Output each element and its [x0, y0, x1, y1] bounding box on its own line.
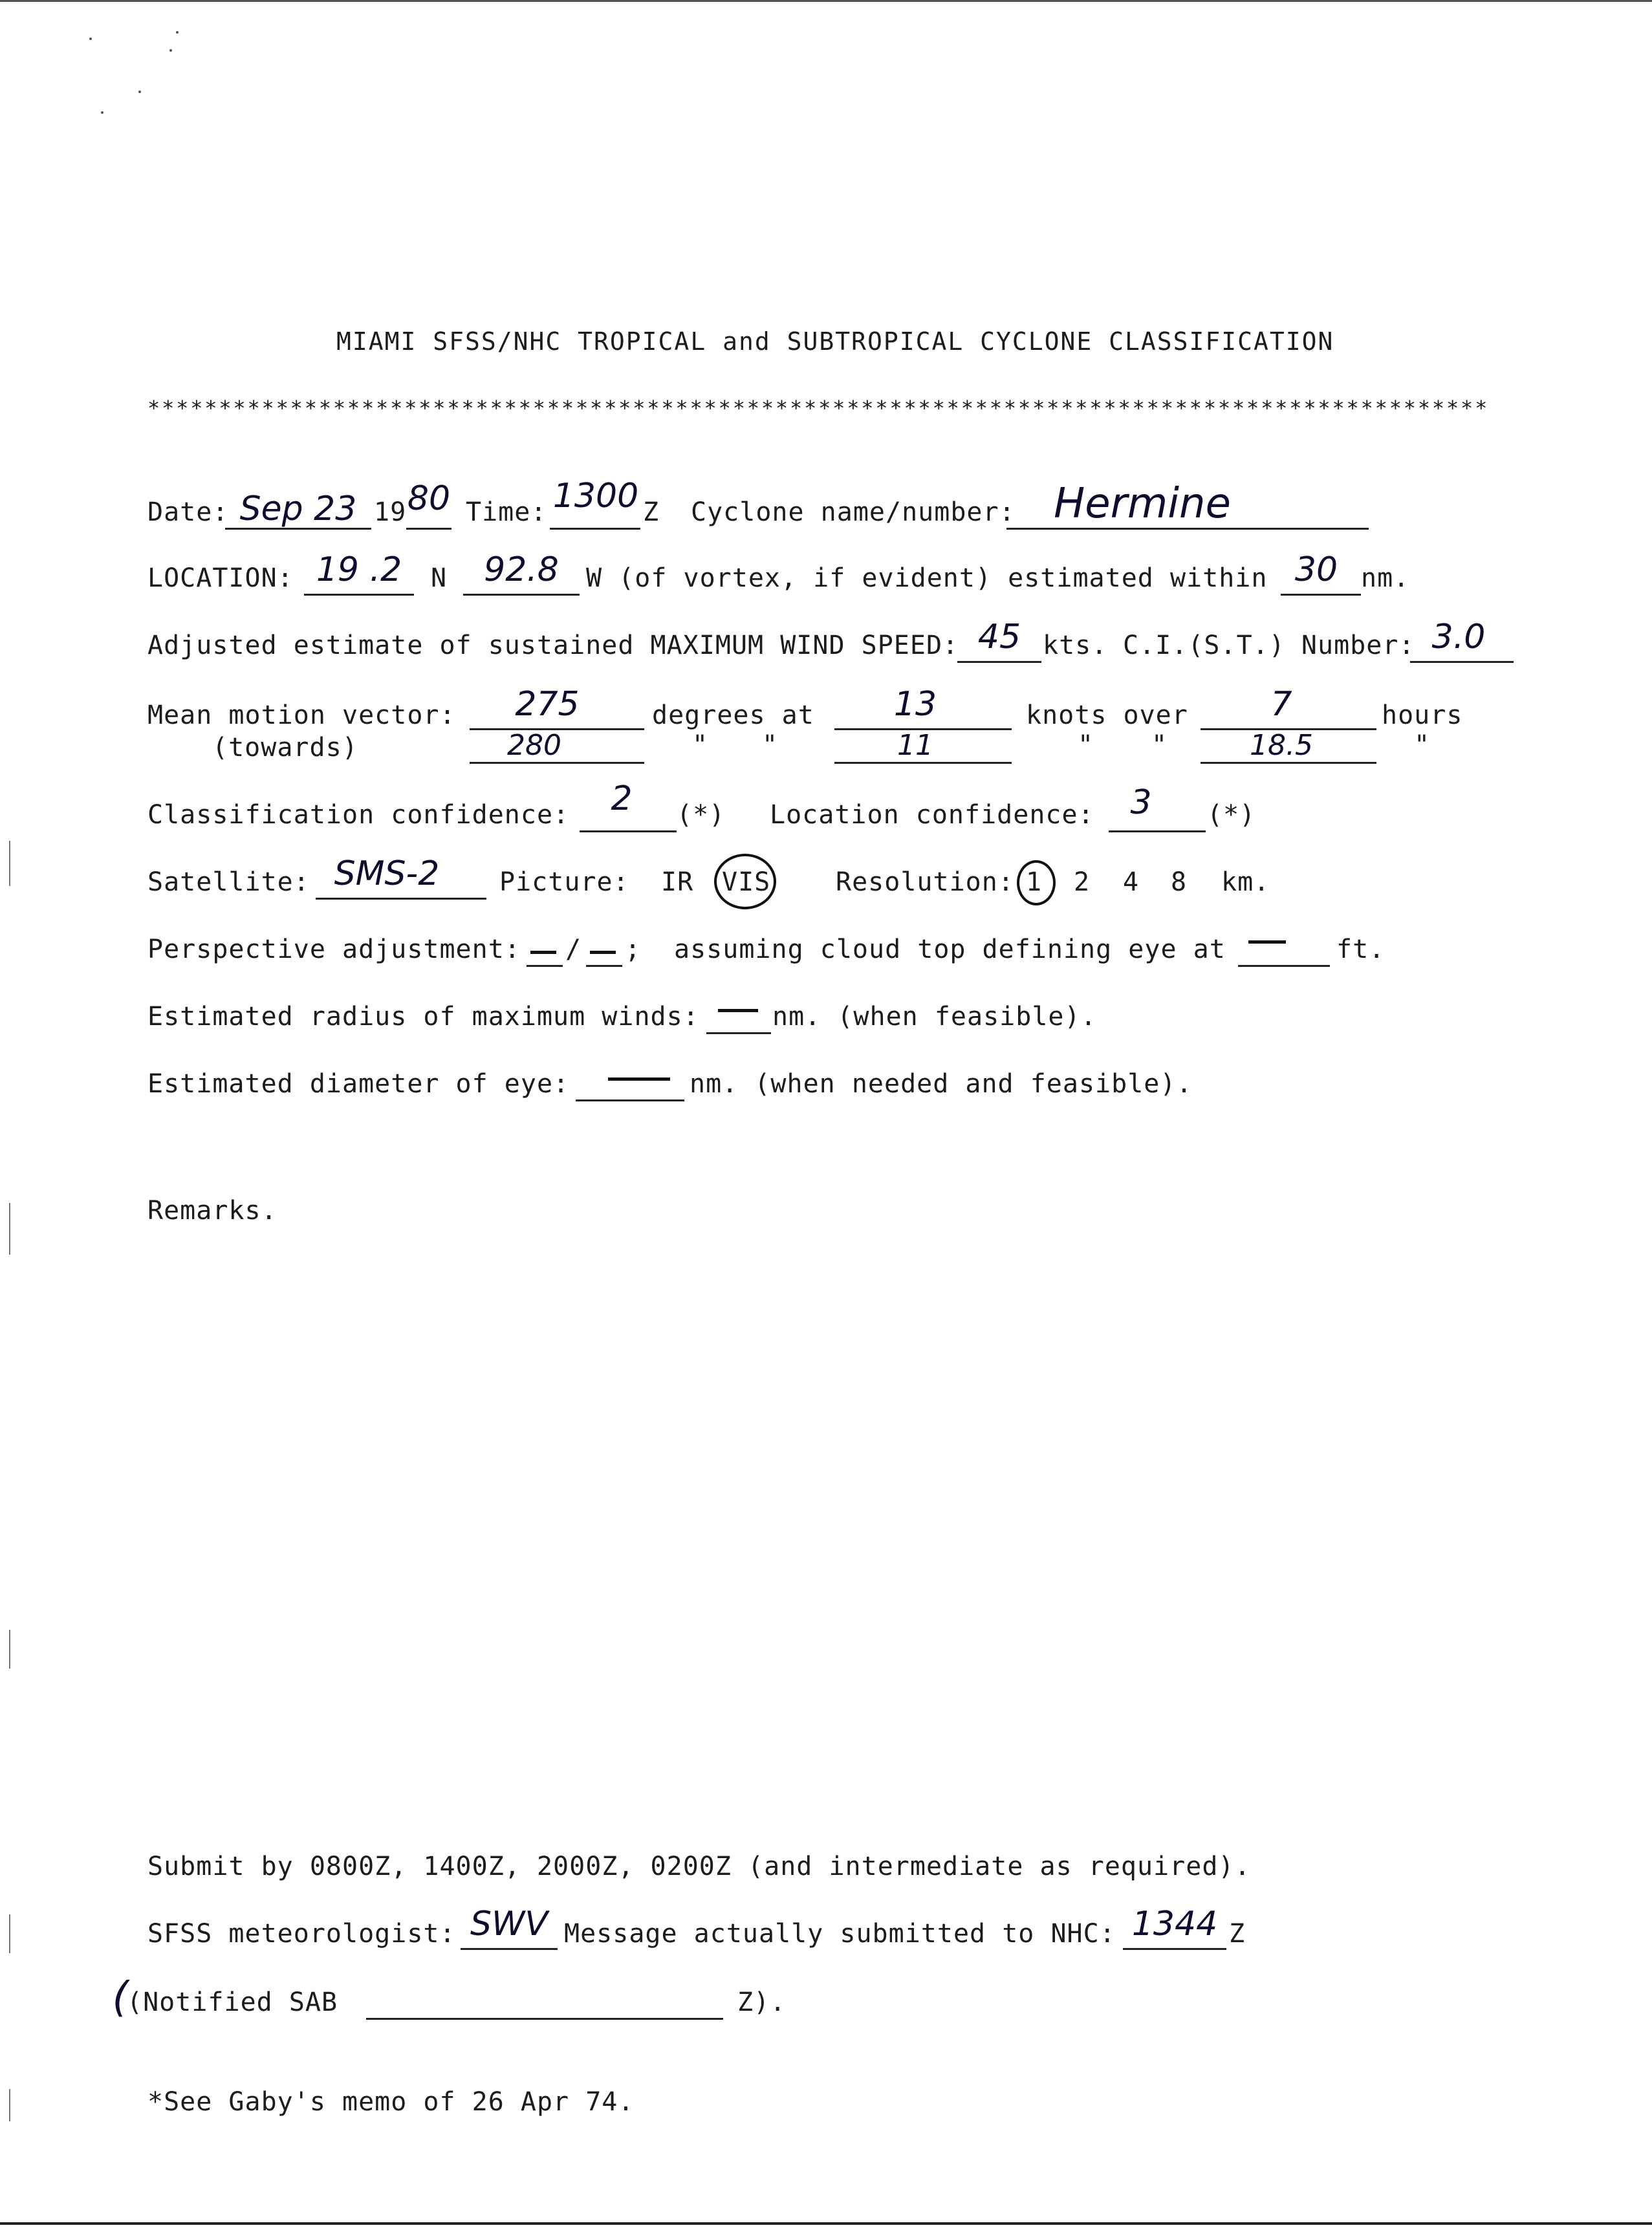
perspective-underline-a — [527, 965, 563, 967]
wind-speed-underline — [957, 661, 1041, 663]
sab-label: (Notified SAB — [127, 1987, 338, 2017]
date-label: Date: — [147, 497, 229, 527]
resolution-option-8: 8 — [1171, 867, 1188, 897]
margin-mark — [9, 1203, 10, 1255]
knots-value-1: 13 — [893, 685, 937, 724]
separator-line: ********************************************************************************************** — [147, 396, 1490, 420]
resolution-unit: km. — [1221, 867, 1270, 897]
location-confidence-label: Location confidence: — [770, 800, 1094, 830]
picture-option-ir: IR — [661, 867, 694, 897]
location-label: LOCATION: — [147, 563, 294, 593]
satellite-value: SMS-2 — [334, 854, 440, 893]
wind-speed-value: 45 — [977, 618, 1021, 656]
classification-confidence-underline — [580, 830, 677, 832]
kts-label: kts. — [1043, 631, 1108, 660]
satellite-label: Satellite: — [147, 867, 310, 897]
sab-handwritten-paren: ( — [112, 1974, 129, 2022]
sab-close: Z). — [737, 1987, 787, 2017]
ditto-hours: " — [1414, 730, 1431, 760]
message-time-underline — [1123, 1948, 1226, 1950]
message-time-suffix: Z — [1229, 1919, 1246, 1949]
latitude-suffix: N — [431, 563, 448, 593]
scan-speck — [138, 91, 141, 93]
wind-speed-label: Adjusted estimate of sustained MAXIMUM WIND SPEED: — [147, 631, 959, 660]
ditto-knots-b: " — [1151, 730, 1168, 760]
year-prefix: 19 — [374, 497, 407, 527]
meteorologist-label: SFSS meteorologist: — [147, 1919, 456, 1949]
margin-mark — [9, 1914, 10, 1953]
cyclone-name-value: Hermine — [1054, 480, 1231, 528]
ditto-degrees-a: " — [692, 730, 709, 760]
degrees-value-2: 280 — [507, 729, 561, 762]
radius-label: Estimated radius of maximum winds: — [147, 1002, 699, 1032]
eye-diameter-unit: nm. (when needed and feasible). — [690, 1069, 1193, 1099]
perspective-dash-b — [590, 951, 616, 954]
within-underline — [1281, 594, 1361, 596]
resolution-option-1: 1 — [1026, 867, 1043, 897]
resolution-label: Resolution: — [836, 867, 1014, 897]
perspective-dash-a — [530, 951, 556, 954]
longitude-underline — [463, 594, 580, 596]
perspective-semicolon: ; — [625, 935, 642, 964]
margin-mark — [9, 841, 10, 886]
time-underline — [550, 528, 640, 530]
within-unit: nm. — [1361, 563, 1410, 593]
scan-speck — [176, 31, 179, 34]
latitude-underline — [304, 594, 414, 596]
eye-diameter-underline — [576, 1099, 684, 1101]
margin-mark — [9, 2089, 10, 2121]
eye-diameter-dash — [608, 1077, 670, 1081]
remarks-label: Remarks. — [147, 1196, 277, 1226]
cloud-top-dash — [1248, 940, 1286, 944]
ditto-degrees-b: " — [762, 730, 779, 760]
degrees-value-1: 275 — [515, 685, 580, 724]
within-value: 30 — [1294, 550, 1338, 589]
knots-value-2: 11 — [897, 729, 933, 762]
cyclone-name-label: Cyclone name/number: — [691, 497, 1016, 527]
hours-value-2: 18.5 — [1250, 729, 1313, 762]
perspective-description: assuming cloud top defining eye at — [674, 935, 1226, 964]
bottom-border — [0, 2222, 1652, 2225]
sab-underline — [366, 2018, 723, 2020]
message-submitted-label: Message actually submitted to NHC: — [564, 1919, 1116, 1949]
location-confidence-underline — [1109, 830, 1206, 832]
motion-sublabel: (towards) — [212, 733, 358, 763]
location-confidence-value: 3 — [1130, 783, 1152, 822]
cloud-top-underline — [1238, 965, 1330, 967]
perspective-label: Perspective adjustment: — [147, 935, 521, 964]
message-time-value: 1344 — [1131, 1905, 1218, 1943]
satellite-underline — [316, 898, 486, 900]
form-title: MIAMI SFSS/NHC TROPICAL and SUBTROPICAL CYCLONE CLASSIFICATION — [336, 327, 1334, 356]
degrees-label: degrees at — [652, 700, 814, 730]
hours-value-1: 7 — [1270, 685, 1292, 724]
meteorologist-underline — [461, 1948, 558, 1950]
motion-label: Mean motion vector: — [147, 700, 456, 730]
eye-diameter-label: Estimated diameter of eye: — [147, 1069, 570, 1099]
radius-dash — [718, 1009, 758, 1012]
knots-label: knots over — [1026, 700, 1188, 730]
year-underline — [406, 528, 451, 530]
ci-underline — [1410, 661, 1514, 663]
radius-underline — [706, 1032, 771, 1034]
cloud-top-unit: ft. — [1336, 935, 1386, 964]
ci-value: 3.0 — [1431, 618, 1486, 656]
classification-confidence-label: Classification confidence: — [147, 800, 570, 830]
top-border — [0, 0, 1652, 2]
classification-confidence-value: 2 — [611, 779, 633, 818]
longitude-value: 92.8 — [484, 550, 559, 589]
radius-unit: nm. (when feasible). — [772, 1002, 1097, 1032]
submit-instructions: Submit by 0800Z, 1400Z, 2000Z, 0200Z (and intermediate as required). — [147, 1852, 1251, 1881]
location-confidence-note: (*) — [1207, 800, 1256, 830]
classification-confidence-note: (*) — [677, 800, 726, 830]
scan-speck — [101, 111, 103, 114]
cyclone-name-underline — [1006, 528, 1369, 530]
time-label: Time: — [466, 497, 547, 527]
resolution-option-4: 4 — [1123, 867, 1140, 897]
perspective-underline-b — [586, 965, 622, 967]
scan-speck — [89, 38, 92, 40]
perspective-slash: / — [565, 935, 582, 964]
resolution-option-2: 2 — [1074, 867, 1091, 897]
location-description: W (of vortex, if evident) estimated within — [586, 563, 1268, 593]
date-value: Sep 23 — [239, 490, 357, 528]
ci-label: C.I.(S.T.) Number: — [1123, 631, 1415, 660]
time-value: 1300 — [552, 477, 639, 515]
picture-label: Picture: — [499, 867, 629, 897]
meteorologist-initials: SWV — [470, 1905, 548, 1943]
ditto-knots-a: " — [1078, 730, 1094, 760]
hours-label: hours — [1382, 700, 1463, 730]
latitude-value: 19 .2 — [316, 550, 402, 589]
footnote: *See Gaby's memo of 26 Apr 74. — [147, 2087, 635, 2117]
picture-option-vis: VIS — [722, 867, 771, 897]
year-value: 80 — [407, 479, 451, 518]
scan-speck — [169, 49, 172, 52]
margin-mark — [9, 1630, 10, 1669]
time-suffix: Z — [643, 497, 660, 527]
